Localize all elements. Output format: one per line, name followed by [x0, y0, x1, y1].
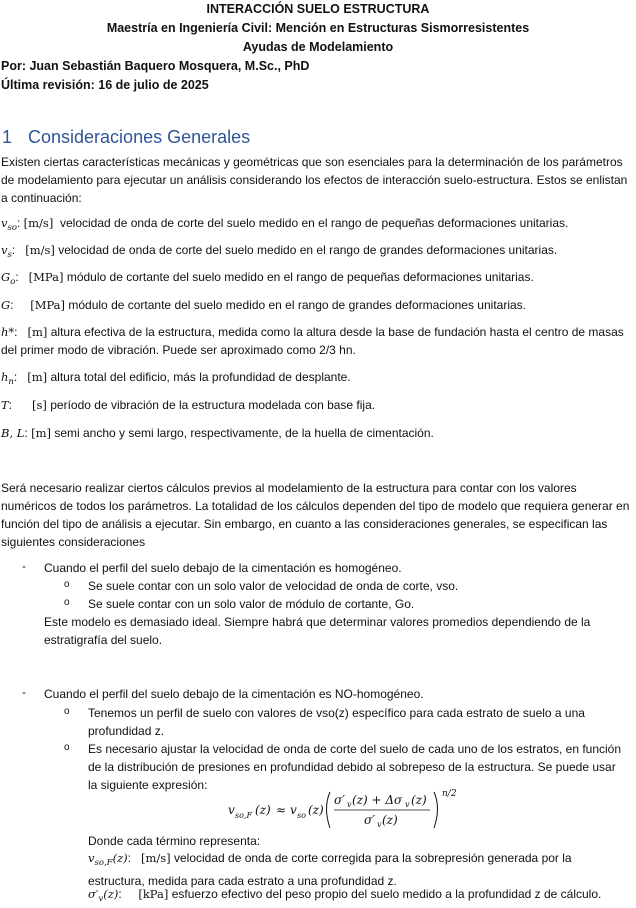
def-t: T: [s] período de vibración de la estructura modelada con base fija. [1, 398, 376, 412]
doc-title: INTERACCIÓN SUELO ESTRUCTURA [206, 2, 430, 16]
svg-text:σ′: σ′ [334, 793, 345, 807]
doc-author: Por: Juan Sebastián Baquero Mosquera, M.Sc., PhD [1, 59, 310, 73]
svg-text:v: v [228, 803, 235, 817]
circle-bullet: o [64, 579, 70, 590]
dash-bullet: - [22, 559, 26, 573]
circle-bullet: o [64, 742, 70, 753]
term-vsof: $v_{so,F}(z)$: [m/s] velocidad de onda de corte corregida para la sobrepresión generada por la estructura, medida para cada estrato a una profundidad z. [88, 851, 572, 888]
paragraph-2: Será necesario realizar ciertos cálculos previos al modelamiento de la estructura para contar con los valores numéricos de todos los parámetros. La totalidad de los cálculos dependen del tipo de modelo que requiera generar en función del tipo de análisis a ejecutar. Sin embargo, en cuanto a las consideraciones generales, se especifican las siguientes consideraciones [1, 481, 630, 549]
doc-revision: Última revisión: 16 de julio de 2025 [1, 78, 209, 92]
list1-b1: Se suele contar con un solo valor de velocidad de onda de corte, vso. [88, 579, 459, 593]
svg-text:v: v [377, 820, 382, 829]
svg-text:v: v [347, 800, 352, 809]
where-label: Donde cada término representa: [88, 834, 261, 848]
list2-b1: Tenemos un perfil de suelo con valores de vso(z) específico para cada estrato de suelo a una profundidad z. [88, 706, 585, 738]
doc-program: Maestría en Ingeniería Civil: Mención en Estructuras Sismorresistentes [106, 21, 530, 35]
svg-text:n/2: n/2 [442, 789, 457, 799]
svg-text:σ′: σ′ [364, 813, 375, 827]
list1-b2: Se suele contar con un solo valor de módulo de cortante, Go. [88, 597, 415, 611]
svg-text:(z): (z) [308, 803, 324, 817]
term-sigma: $\sigma'_v(z)$: [kPa] esfuerzo efectivo del peso propio del suelo medido a la profundidad z de cálculo. [88, 887, 602, 904]
svg-text:so,F: so,F [235, 811, 253, 820]
svg-text:(z): (z) [411, 793, 427, 807]
svg-text:so: so [297, 811, 306, 820]
def-hn: $h_n$: [m] altura total del edificio, más la profundidad de desplante. [1, 370, 351, 387]
svg-text:(z): (z) [382, 813, 398, 827]
section-number: 1 [2, 127, 13, 147]
def-vso: $v_{so}$: [m/s] velocidad de onda de corte del suelo medido en el rango de pequeñas deformaciones unitarias. [1, 216, 569, 233]
circle-bullet: o [64, 597, 70, 608]
circle-bullet: o [64, 706, 70, 717]
dash-bullet: - [22, 685, 26, 699]
list1-head: Cuando el perfil del suelo debajo de la cimentación es homogéneo. [44, 561, 402, 575]
svg-text:(z): (z) [255, 803, 271, 817]
doc-subtitle: Ayudas de Modelamiento [242, 40, 394, 54]
section-heading [2, 127, 250, 148]
section-title: Consideraciones Generales [28, 127, 251, 147]
svg-text:(z) + Δσ: (z) + Δσ [352, 793, 403, 807]
def-hstar: h*: [m] altura efectiva de la estructura, medida como la altura desde la base de fundación hasta el centro de masas del primer modo de vibración. Puede ser aproximado como 2/3 hn. [1, 325, 624, 357]
def-go: $G_o$: [MPa] módulo de cortante del suelo medido en el rango de pequeñas deformaciones unitarias. [1, 270, 534, 287]
formula-vsof [228, 786, 468, 833]
list1-note: Este modelo es demasiado ideal. Siempre habrá que determinar valores promedios dependiendo de la estratigrafía del suelo. [44, 615, 591, 647]
def-bl: B, L: [m] semi ancho y semi largo, respectivamente, de la huella de cimentación. [1, 426, 434, 440]
list2-b2: Es necesario ajustar la velocidad de onda de corte del suelo de cada uno de los estratos, en función de la distribución de presiones en profundidad debido al sobrepeso de la estructura. Se puede usar la siguiente expresión: [88, 742, 622, 792]
list2-head: Cuando el perfil del suelo debajo de la cimentación es NO-homogéneo. [44, 687, 424, 701]
svg-text:≈: ≈ [276, 803, 287, 817]
svg-text:v: v [290, 803, 297, 817]
svg-text:v: v [405, 800, 410, 809]
def-g: G: [MPa] módulo de cortante del suelo medido en el rango de grandes deformaciones unitarias. [1, 298, 526, 312]
formula-svg [228, 786, 468, 830]
def-vs: $v_s$: [m/s] velocidad de onda de corte del suelo medido en el rango de grandes deformaciones unitarias. [1, 243, 558, 260]
intro-paragraph: Existen ciertas características mecánicas y geométricas que son esenciales para la determinación de los parámetros de modelamiento para ejecutar un análisis considerando los efectos de interacción suelo-estructura. Estos se enlistan a continuación: [1, 155, 628, 205]
